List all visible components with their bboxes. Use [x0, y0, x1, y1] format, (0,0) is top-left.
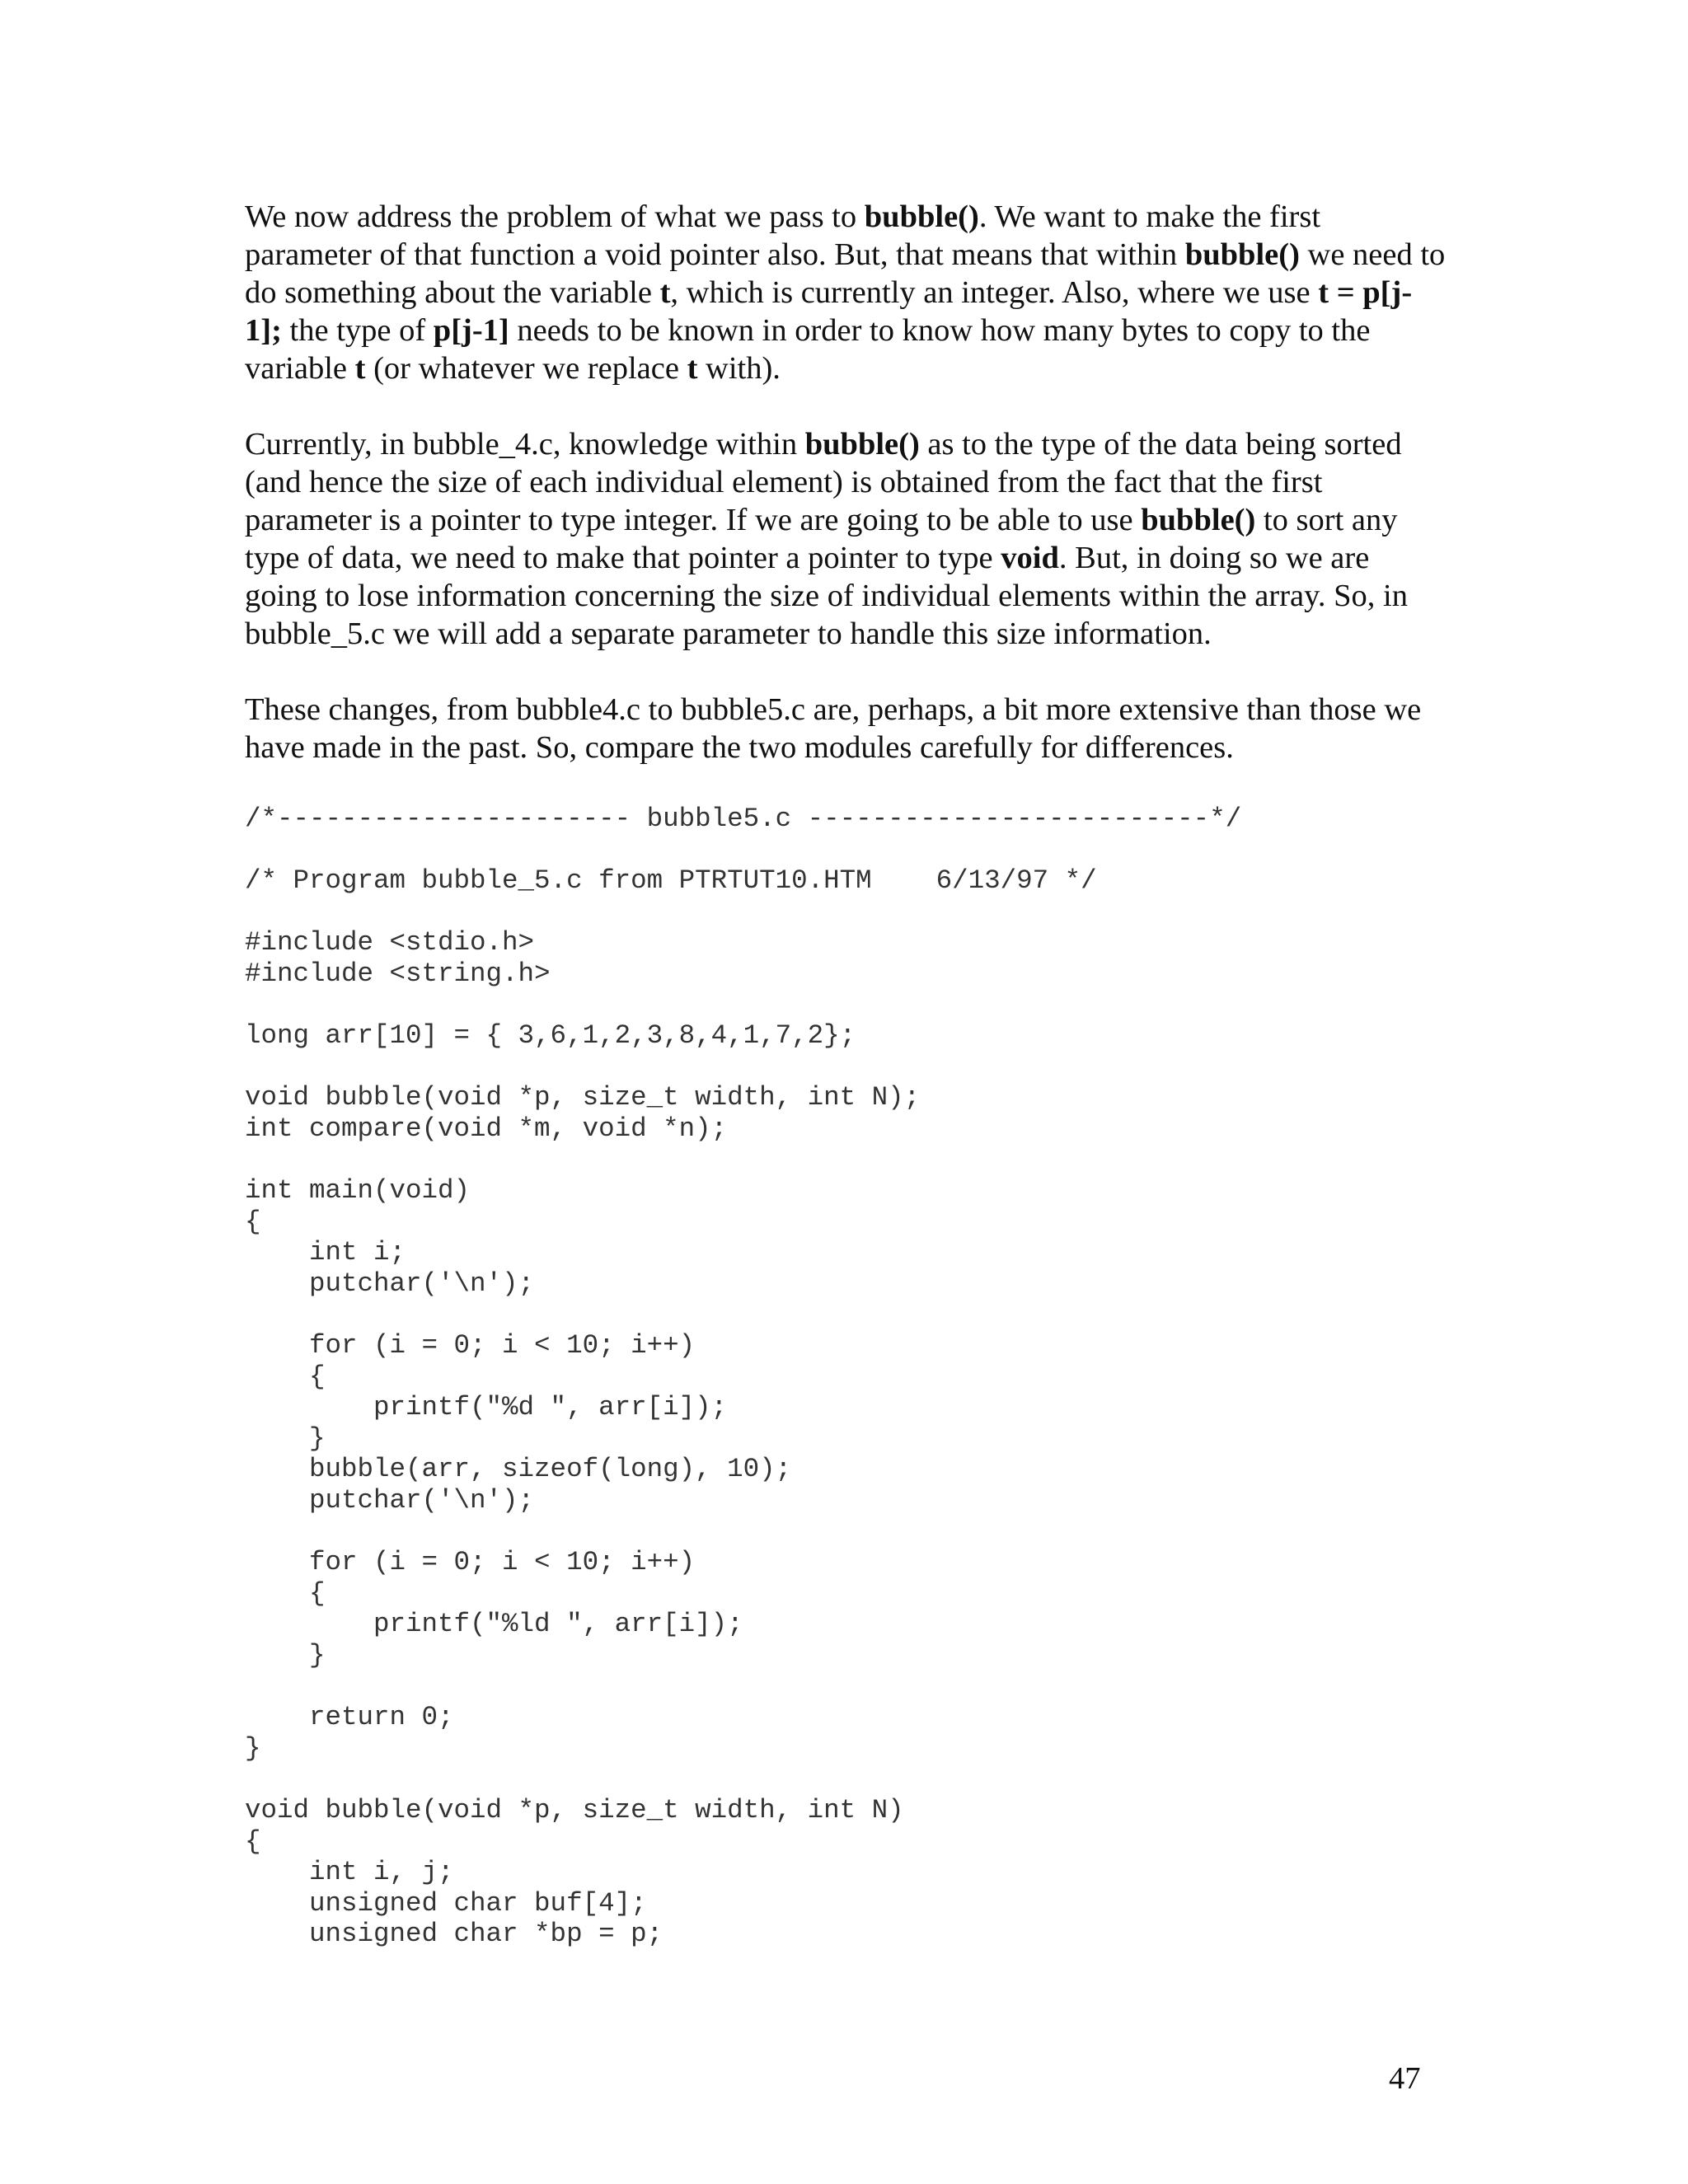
paragraph-3 [245, 691, 1448, 766]
text-run: , which is currently an integer. Also, where we use [670, 275, 1319, 310]
text-run: we need to do something about the variable [245, 237, 1446, 310]
text-run: (or whatever we replace [365, 351, 687, 386]
code-line: int main(void) [245, 1175, 471, 1207]
text-run: to sort any type of data, we need to make that pointer a pointer to type [245, 503, 1398, 575]
bold-term: bubble() [1184, 237, 1300, 272]
code-line [245, 1145, 1465, 1176]
code-line [245, 990, 1465, 1021]
code-line [245, 1300, 1465, 1331]
text-run: Currently, in bubble_4.c, knowledge within [245, 427, 805, 462]
code-line: void bubble(void *p, size_t width, int N) [245, 1795, 904, 1825]
code-line: #include <stdio.h> [245, 927, 535, 958]
code-line: } [245, 1732, 261, 1764]
bold-term: t [687, 351, 698, 386]
page-number: 47 [1389, 2061, 1421, 2096]
bold-term: bubble() [804, 427, 920, 462]
code-line: { [245, 1206, 261, 1237]
text-run: We now address the problem of what we pass to [245, 199, 865, 234]
code-line: long arr[10] = { 3,6,1,2,3,8,4,1,7,2}; [245, 1020, 856, 1052]
code-line [245, 835, 1465, 866]
code-line: putchar('\n'); [245, 1268, 535, 1299]
code-line: } [245, 1640, 326, 1671]
text-run: . But, in doing so we are going to lose information concerning the size of individual elements within the array. So, in bubble_5.c we will add a separate parameter to handle this size information. [245, 541, 1408, 651]
code-listing [245, 804, 1465, 1950]
bold-term: t [659, 275, 671, 310]
code-line: /*---------------------- bubble5.c -------------------------*/ [245, 804, 1242, 834]
text-run: with). [697, 351, 781, 386]
text-run: needs to be known in order to know how many bytes to copy to the variable [245, 313, 1371, 386]
bold-term: bubble() [864, 199, 979, 234]
code-line: unsigned char buf[4]; [245, 1887, 647, 1919]
text-run: These changes, from bubble4.c to bubble5.c are, perhaps, a bit more extensive than those we have made in the past. So, compare the two modules carefully for differences. [245, 692, 1422, 765]
code-line: { [245, 1361, 326, 1392]
bold-term: void [1001, 541, 1059, 575]
code-line: { [245, 1577, 326, 1609]
text-run: the type of [281, 313, 434, 348]
code-line: } [245, 1422, 326, 1454]
code-line: int i; [245, 1237, 406, 1268]
code-line: printf("%ld ", arr[i]); [245, 1609, 743, 1640]
code-line [245, 1516, 1465, 1548]
code-line [245, 1052, 1465, 1083]
code-line: putchar('\n'); [245, 1485, 535, 1516]
code-line: printf("%d ", arr[i]); [245, 1392, 728, 1423]
code-line: #include <string.h> [245, 958, 551, 989]
code-line: /* Program bubble_5.c from PTRTUT10.HTM 6/13/97 */ [245, 865, 1097, 897]
paragraph-2 [245, 425, 1448, 653]
code-line [245, 1671, 1465, 1703]
code-line: int compare(void *m, void *n); [245, 1113, 728, 1144]
code-line: bubble(arr, sizeof(long), 10); [245, 1454, 792, 1485]
paragraph-1 [245, 198, 1448, 387]
bold-term: bubble() [1141, 503, 1256, 537]
code-line: for (i = 0; i < 10; i++) [245, 1330, 696, 1361]
code-line: return 0; [245, 1702, 454, 1733]
code-line: int i, j; [245, 1857, 454, 1888]
bold-term: p[j-1] [433, 313, 509, 348]
code-line [245, 1764, 1465, 1795]
bold-term: t [354, 351, 366, 386]
code-line: void bubble(void *p, size_t width, int N); [245, 1082, 921, 1113]
text-run: as to the type of the data being sorted (and hence the size of each individual element) is obtained from the fact that the first parameter is a pointer to type integer. If we are going to be able to use [245, 427, 1402, 537]
code-line [245, 897, 1465, 928]
code-line: for (i = 0; i < 10; i++) [245, 1547, 696, 1578]
text-run: . We want to make the first parameter of that function a void pointer also. But, that means that within [245, 199, 1321, 272]
bold-term: t = p[j-1]; [245, 275, 1413, 348]
code-line: unsigned char *bp = p; [245, 1919, 663, 1950]
code-line: { [245, 1825, 261, 1857]
